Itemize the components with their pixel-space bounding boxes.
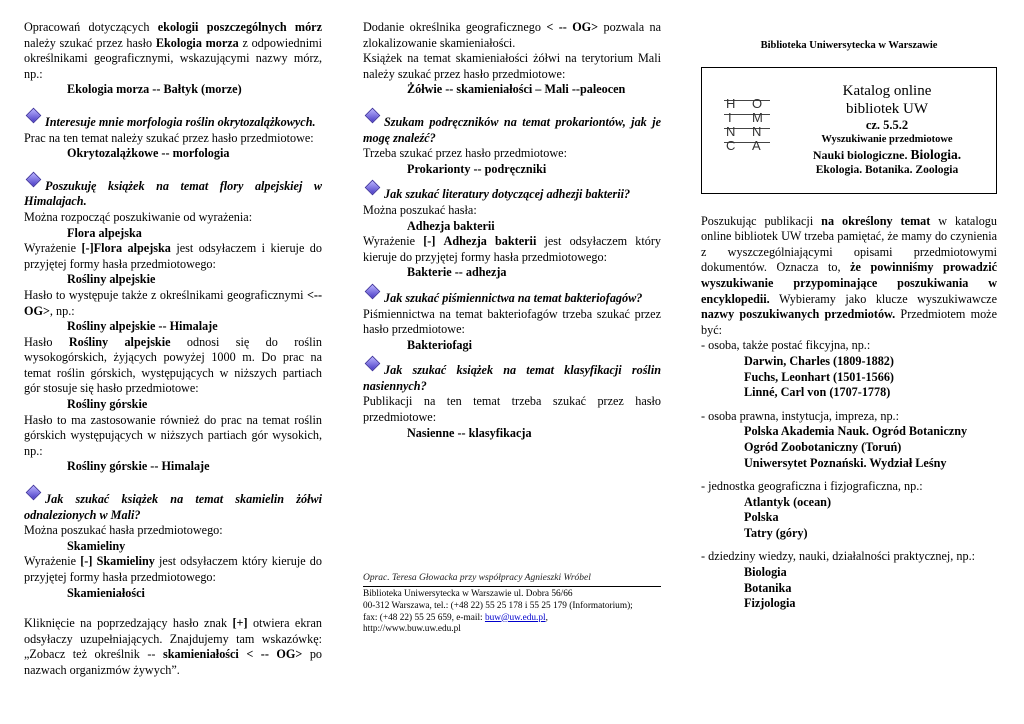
subject-heading: Rośliny alpejskie <box>67 272 156 287</box>
question <box>363 185 661 203</box>
library-logo <box>724 96 770 156</box>
website-link[interactable]: http://www.buw.uw.edu.pl <box>363 624 461 635</box>
list-item: Atlantyk (ocean) <box>744 494 831 509</box>
subject-heading: Okrytozalążkowe -- morfologia <box>67 146 230 161</box>
text: jest odsyłaczem który kieruje do przyjętej formy hasła przedmiotowego: <box>24 554 322 584</box>
column-middle <box>363 20 662 635</box>
paragraph <box>363 234 661 265</box>
list-label: - osoba prawna, instytucja, impreza, np.: <box>701 408 899 423</box>
subject-heading: Rośliny górskie -- Himalaje <box>67 459 210 474</box>
question <box>24 490 322 523</box>
text: , np.: <box>49 303 75 318</box>
text: Nauki biologiczne. <box>812 147 911 162</box>
column-right <box>701 20 997 612</box>
paragraph <box>363 20 661 51</box>
part-number: cz. 5.5.2 <box>865 117 909 132</box>
text-bold: < -- OG> <box>546 20 599 34</box>
question-text: Jak szukać książek na temat klasyfikacji roślin nasiennych? <box>363 363 661 393</box>
question <box>363 289 661 307</box>
text-bold: [-]Flora alpejska <box>81 241 171 256</box>
text: fax: (+48 22) 55 25 659, e-mail: <box>363 612 485 623</box>
paragraph <box>24 335 322 397</box>
question <box>363 361 661 394</box>
subject-heading: Prokarionty -- podręczniki <box>407 161 547 176</box>
subject-heading: Adhezja bakterii <box>407 218 495 233</box>
paragraph: Można rozpocząć poszukiwanie od wyrażenia: <box>24 209 253 224</box>
paragraph <box>24 241 322 272</box>
title-line: bibliotek UW <box>845 100 929 117</box>
subject-heading: Bakterie -- adhezja <box>407 265 507 280</box>
text: po nazwach organizmów żywych”. <box>24 647 323 677</box>
text-bold: [-] Skamieliny <box>80 554 155 569</box>
subject-heading: Bakteriofagi <box>407 337 472 352</box>
text-bold: Ekologia morza <box>155 35 239 50</box>
logo-letter: N <box>726 123 736 139</box>
list-label: - jednostka geograficzna i fizjograficzna, np.: <box>701 479 923 494</box>
catalog-title <box>782 82 992 178</box>
logo-letter: N <box>752 123 762 139</box>
address-block <box>363 586 661 636</box>
text: Hasło <box>24 334 69 349</box>
text-bold: <-- OG> <box>24 287 322 318</box>
text-bold: nazwy poszukiwanych przedmiotów. <box>701 307 896 322</box>
list-item: Botanika <box>744 580 792 595</box>
subject-heading: Skamieniałości <box>67 585 145 600</box>
text: Wyrażenie <box>24 241 82 256</box>
text: Wyrażenie <box>363 234 424 249</box>
topic-line: Ekologia. Botanika. Zoologia <box>815 163 959 176</box>
address-line: 00-312 Warszawa, tel.: (+48 22) 55 25 178 i 55 25 179 (Informatorium); <box>363 600 633 611</box>
list-item: Fuchs, Leonhart (1501-1566) <box>744 369 894 384</box>
subject-heading: Ekologia morza -- Bałtyk (morze) <box>67 82 242 97</box>
text: należy szukać przez hasło <box>24 35 156 50</box>
text-bold: Rośliny alpejskie <box>68 334 171 349</box>
column-left <box>24 20 322 679</box>
credits: Oprac. Teresa Głowacka przy współpracy Agnieszki Wróbel <box>363 573 591 583</box>
text: Wyrażenie <box>24 554 81 569</box>
text: pozwala na zlokalizowanie skamieniałości. <box>363 20 662 50</box>
text-bold: Adhezja bakterii <box>443 234 537 249</box>
paragraph: Prac na ten temat należy szukać przez hasło przedmiotowe: <box>24 130 314 145</box>
text: Przedmiotem może być: <box>701 307 997 337</box>
list-item: Ogród Zoobotaniczny (Toruń) <box>744 439 902 454</box>
subject-heading: Żółwie -- skamieniałości – Mali --paleocen <box>407 82 626 97</box>
text-bold: skamieniałości < -- OG> <box>162 647 303 662</box>
topic-line <box>782 147 992 163</box>
title-box <box>701 67 997 194</box>
text: Biologia. <box>910 146 962 162</box>
logo-letter: O <box>752 95 763 111</box>
text: Dodanie określnika geograficznego <box>363 20 547 34</box>
question-text: Szukam podręczników na temat prokariontów, jak je mogę znaleźć? <box>363 114 661 145</box>
paragraph: Można poszukać hasła przedmiotowego: <box>24 523 223 538</box>
subject-heading: Rośliny górskie <box>67 397 148 412</box>
question-text: Poszukuję książek na temat flory alpejskiej w Himalajach. <box>24 178 322 209</box>
list-item: Polska Akademia Nauk. Ogród Botaniczny <box>744 424 968 439</box>
logo-letter: M <box>752 109 763 125</box>
paragraph: Piśmiennictwa na temat bakteriofagów trzeba szukać przez hasło przedmiotowe: <box>363 306 661 337</box>
paragraph <box>701 214 997 339</box>
text: Opracowań dotyczących <box>24 20 158 34</box>
question-text: Interesuje mnie morfologia roślin okrytozalążkowych. <box>45 114 316 129</box>
text <box>435 234 443 248</box>
text: Hasło to występuje także z określnikami geograficznymi <box>24 287 307 302</box>
list-item: Biologia <box>744 565 787 580</box>
title-line: Katalog online <box>842 82 932 99</box>
logo-letter: A <box>752 137 761 153</box>
logo-letter: I <box>728 109 732 125</box>
list-item: Uniwersytet Poznański. Wydział Leśny <box>744 455 947 470</box>
list-item: Polska <box>744 510 779 525</box>
subject-heading: Skamieliny <box>67 538 126 553</box>
subject-heading: Rośliny alpejskie -- Himalaje <box>67 319 218 334</box>
text: Wybieramy jako klucze wyszukiwawcze <box>769 291 997 306</box>
text: otwiera ekran odsyłaczy uzupełniających. Znajdujemy tam wskazówkę: „Zobacz też określnik -- <box>24 616 322 662</box>
text-bold: [+] <box>232 616 248 631</box>
paragraph <box>24 20 322 82</box>
paragraph <box>24 616 322 678</box>
question-text: Jak szukać książek na temat skamielin żółwi odnalezionych w Mali? <box>24 492 322 522</box>
subject-heading: Flora alpejska <box>67 225 142 240</box>
address-line <box>363 613 661 625</box>
text-bold: [-] <box>423 234 436 249</box>
logo-letter: H <box>726 95 736 111</box>
text: odnosi się do roślin wysokogórskich, żyjących powyżej 1000 m. Do prac na temat roślin górskich, występujących w niższych partiach gór stosuje się hasło przedmiotowe: <box>24 334 322 396</box>
paragraph: Trzeba szukać przez hasło przedmiotowe: <box>363 146 567 161</box>
list-label: - osoba, także postać fikcyjna, np.: <box>701 338 871 353</box>
text: Kliknięcie na poprzedzający hasło znak <box>24 616 233 631</box>
text: w katalogu online bibliotek UW trzeba pamiętać, że mamy do czynienia z wyszczególniającymi opisami przedmiotowymi dokumentów. Oznacza to, <box>701 213 997 275</box>
list-item: Darwin, Charles (1809-1882) <box>744 353 894 368</box>
email-link[interactable]: buw@uw.edu.pl <box>484 612 546 623</box>
question-text: Jak szukać piśmiennictwa na temat bakteriofagów? <box>384 290 643 305</box>
paragraph <box>24 554 322 585</box>
paragraph: Publikacji na ten temat trzeba szukać przez hasło przedmiotowe: <box>363 394 661 425</box>
logo-letter: C <box>726 137 736 153</box>
subtitle: Wyszukiwanie przedmiotowe <box>821 133 953 145</box>
text-bold: ekologii poszczególnych mórz <box>157 20 322 34</box>
list-item: Linné, Carl von (1707-1778) <box>744 385 891 400</box>
text-bold: na określony temat <box>821 213 931 228</box>
text: jest odsyłaczem który kieruje do przyjętej formy hasła przedmiotowego: <box>363 234 661 264</box>
question <box>24 113 322 131</box>
library-name: Biblioteka Uniwersytecka w Warszawie <box>760 40 938 51</box>
subject-heading: Nasienne -- klasyfikacja <box>407 425 532 440</box>
text: jest odsyłaczem i kieruje do przyjętej formy hasła przedmiotowego: <box>24 241 322 271</box>
address-line: Biblioteka Uniwersytecka w Warszawie ul. Dobra 56/66 <box>363 589 573 599</box>
question-text: Jak szukać literatury dotyczącej adhezji bakterii? <box>384 187 631 202</box>
list-label: - dziedziny wiedzy, nauki, działalności praktycznej, np.: <box>701 549 976 564</box>
paragraph <box>24 288 322 319</box>
question <box>363 113 661 146</box>
text: z odpowiednimi określnikami geograficznymi, wskazującymi nazwy mórz, np.: <box>24 35 322 81</box>
list-item: Tatry (góry) <box>744 525 808 540</box>
question <box>24 177 322 210</box>
text: Poszukując publikacji <box>701 213 822 228</box>
paragraph: Można poszukać hasła: <box>363 202 477 217</box>
text: , <box>545 612 548 623</box>
list-item: Fizjologia <box>744 596 796 611</box>
footer <box>363 572 661 636</box>
text-bold: że powinniśmy prowadzić wyszukiwanie przypominające poszukiwania w encyklopedii. <box>701 260 997 306</box>
paragraph: Książek na temat skamieniałości żółwi na terytorium Mali należy szukać przez hasło przedmiotowe: <box>363 51 661 81</box>
paragraph: Hasło to ma zastosowanie również do prac na temat roślin górskich występujących w niższych partiach gór wysokich, np.: <box>24 412 322 458</box>
